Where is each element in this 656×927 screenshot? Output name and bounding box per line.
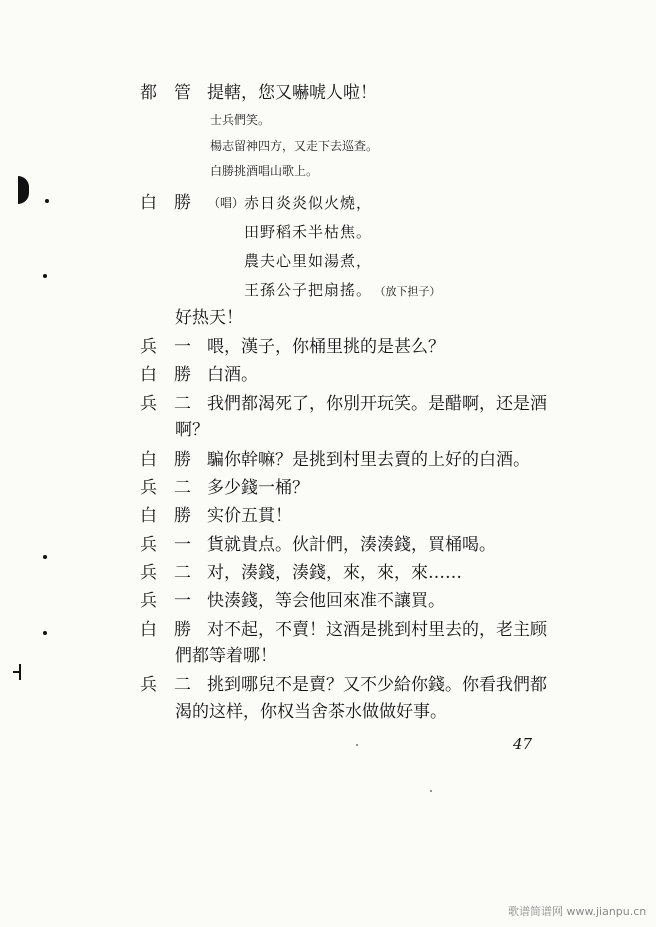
line-text: 对不起，不賣！这酒是挑到村里去的，老主顾 (207, 620, 547, 640)
line-text: 对，湊錢，湊錢，來，來，來…… (207, 563, 462, 583)
line-text: 騙你幹嘛？是挑到村里去賣的上好的白酒。 (207, 450, 530, 470)
line-text: 多少錢一桶？ (207, 478, 309, 498)
scan-speck (356, 744, 358, 746)
margin-dot (43, 555, 47, 559)
dialogue-line (140, 394, 547, 414)
line-text: 快湊錢，等会他回來准不讓買。 (207, 591, 445, 611)
line-text: 实价五貫！ (207, 506, 292, 526)
margin-mark (19, 664, 21, 680)
margin-dot (43, 274, 47, 278)
dialogue-line (140, 563, 462, 583)
song-cue: （唱） (208, 196, 245, 210)
speaker: 兵 一 (140, 591, 191, 611)
song-verse: 王孫公子把扇搖。 (244, 281, 373, 299)
speaker: 白 勝 (140, 365, 191, 385)
song-verse-last (244, 280, 441, 302)
speaker: 都 管 (140, 83, 191, 103)
song-verse: 田野稻禾半枯焦。 (244, 223, 373, 241)
line-text: 提轄，您又嚇唬人啦！ (207, 83, 377, 103)
margin-mark (18, 176, 29, 204)
speaker: 兵 二 (140, 394, 191, 414)
dialogue-line (140, 591, 445, 611)
speaker: 白 勝 (140, 193, 191, 213)
scan-speck (430, 790, 432, 792)
dialogue-line (140, 478, 309, 498)
line-text: 白酒。 (207, 365, 258, 385)
watermark: 歌谱简谱网 www.jianpu.cn (508, 905, 647, 918)
line-text: 喂，漢子，你桶里挑的是甚么？ (207, 337, 445, 357)
dialogue-line (140, 83, 377, 103)
dialogue-line (140, 450, 530, 470)
speaker: 白 勝 (140, 506, 191, 526)
line-continuation: 渴的这样，你权当舍茶水做做好事。 (175, 702, 447, 722)
line-text: 貨就貴点。伙計們，湊湊錢，買桶喝。 (207, 535, 496, 555)
line-text: 我們都渴死了，你別开玩笑。是醋啊，还是酒 (207, 394, 547, 414)
speaker: 兵 二 (140, 563, 191, 583)
speaker: 白 勝 (140, 620, 191, 640)
stage-direction: 白勝挑酒唱山歌上。 (210, 164, 319, 178)
line-continuation: 們都等着哪！ (175, 646, 277, 666)
margin-dot (45, 199, 49, 203)
line-continuation: 好热天！ (175, 308, 243, 328)
dialogue-line (140, 365, 258, 385)
song-verse: 赤日炎炎似火燒， (244, 194, 373, 212)
speaker: 兵 一 (140, 535, 191, 555)
dialogue-line (140, 620, 547, 640)
line-text: 挑到哪兒不是賣？又不少給你錢。你看我們都 (207, 675, 547, 695)
line-continuation: 啊？ (175, 420, 209, 440)
speaker: 白 勝 (140, 450, 191, 470)
song-verse: 農夫心里如湯煮， (244, 252, 373, 270)
dialogue-line (140, 535, 496, 555)
song-speaker-line (140, 193, 207, 213)
stage-action: （放下担子） (380, 285, 441, 298)
speaker: 兵 一 (140, 337, 191, 357)
dialogue-line (140, 675, 547, 695)
stage-direction: 楊志留神四方，又走下去巡查。 (210, 139, 379, 153)
speaker: 兵 二 (140, 675, 191, 695)
margin-dot (43, 631, 47, 635)
speaker: 兵 二 (140, 478, 191, 498)
stage-direction: 士兵們笑。 (210, 113, 271, 127)
dialogue-line (140, 506, 292, 526)
dialogue-line (140, 337, 445, 357)
page-number: 47 (513, 735, 533, 753)
